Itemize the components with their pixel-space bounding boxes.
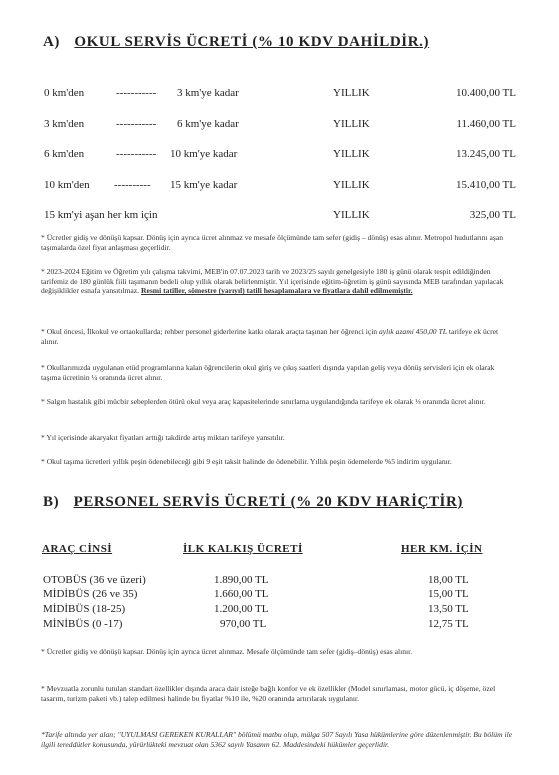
row-price: 325,00 TL <box>469 209 516 221</box>
section-a-letter: A) <box>43 34 61 50</box>
row-to: 15 km'ye kadar <box>170 179 238 191</box>
row-period: YILLIK <box>333 87 370 99</box>
row-price: 10.400,00 TL <box>456 87 516 99</box>
row-price: 11.460,00 TL <box>456 118 516 130</box>
per-km-fee: 15,00 TL <box>428 588 469 600</box>
row-price: 13.245,00 TL <box>456 148 516 160</box>
row-dash: ----------- <box>116 118 157 130</box>
note-study-program: * Okullarımızda uygulanan etüd programlarına kalan öğrencilerin okul giriş ve çıkış saatleri dışında yapılan geliş veya dönüş servisleri için ek olarak taşıma ücretinin ¼ oranında ücret alınır. <box>41 363 495 382</box>
section-b-title: PERSONEL SERVİS ÜCRETİ (% 20 KDV HARİÇTİR) <box>73 494 464 510</box>
row-to: 3 km'ye kadar <box>177 87 239 99</box>
row-to: 10 km'ye kadar <box>170 148 238 160</box>
per-km-fee: 13,50 TL <box>428 603 469 615</box>
row-from: 10 km'den <box>44 179 90 191</box>
row-period: YILLIK <box>333 179 370 191</box>
row-from: 3 km'den <box>44 118 85 130</box>
section-a-title: OKUL SERVİS ÜCRETİ (% 10 KDV DAHİLDİR.) <box>74 34 430 50</box>
note-academic-calendar: * 2023-2024 Eğitim ve Öğretim yılı çalışma takvimi, MEB'in 07.07.2023 tarih ve 2023/25 sayılı genelgesiyle 180 iş günü olarak tespit edildiğinden tarifemiz de 180 günlük fiili taşımanın bedeli olup yıllık olarak belirlenmiştir. Yıl içerisinde eğitim-öğretim iş günü sayısında MEB tarafından yapılacak değişiklikler esnafa yansıtılmaz. Resmi tatiller, sömestre (yarıyıl) tatili hesaplamalara ve fiyatlara dahil edilmemiştir. <box>41 267 504 296</box>
vehicle-name: MİDİBÜS (18-25) <box>43 603 126 615</box>
note-round-trip: * Ücretler gidiş ve dönüşü kapsar. Dönüş için ayrıca ücret alınmaz ve mesafe ölçümünde tam sefer (gidiş – dönüş) esas alınır. Metropol hudutlarını aşan taşımalarda özel fiyat anlaşması geçerlidir. <box>41 233 504 252</box>
row-dash: ----------- <box>116 148 157 160</box>
section-b-letter: B) <box>43 494 60 510</box>
row-period: YILLIK <box>333 118 370 130</box>
note-monthly-max: aylık azami 450,00 TL <box>379 327 447 336</box>
row-dash: ---------- <box>114 179 151 191</box>
note-installments: * Okul taşıma ücretleri yıllık peşin ödenebileceği gibi 9 eşit taksit halinde de ödenebilir. Yıllık peşin ödemelerde %5 indirim uygulanır. <box>41 457 452 466</box>
vehicle-name: MİNİBÜS (0 -17) <box>43 618 123 630</box>
section-a-heading <box>43 34 429 51</box>
vehicle-name: MİDİBÜS (26 ve 35) <box>43 588 138 600</box>
row-period: YILLIK <box>333 209 370 221</box>
note-b-round-trip: * Ücretler gidiş ve dönüşü kapsar. Dönüş için ayrıca ücret alınmaz. Mesafe ölçümünde tam sefer (gidiş–dönüş) esas alınır. <box>41 647 413 656</box>
row-price: 15.410,00 TL <box>456 179 516 191</box>
start-fee: 970,00 TL <box>220 618 267 630</box>
start-fee: 1.660,00 TL <box>214 588 269 600</box>
row-to: 6 km'ye kadar <box>177 118 239 130</box>
note-b-rules: *Tarife altında yer alan; "UYULMASI GEREKEN KURALLAR" bölümü matbu olup, mülga 507 Sayılı Yasa hükümlerine göre düzenlenmiştir. Bu bölüm ile ilgili tereddütler konusunda, yürürlükteki mevzuat olan 5362 sayılı Yasanın 62. Maddesindeki hükümler geçerlidir. <box>41 730 513 749</box>
header-per-km: HER KM. İÇİN <box>401 543 483 555</box>
header-start-fee: İLK KALKIŞ ÜCRETİ <box>183 543 303 555</box>
vehicle-name: OTOBÜS (36 ve üzeri) <box>43 574 146 586</box>
row-period: YILLIK <box>333 148 370 160</box>
header-vehicle-type: ARAÇ CİNSİ <box>42 543 113 555</box>
note-guide-personnel: * Okul öncesi, İlkokul ve ortaokullarda; rehber personel giderlerine katkı olarak araçta taşınan her öğrenci için aylık azami 450,00 TL tarifeye ek ücret alınır. <box>41 327 499 346</box>
per-km-fee: 18,00 TL <box>428 574 469 586</box>
note-holidays-excluded: Resmi tatiller, sömestre (yarıyıl) tatili hesaplamalara ve fiyatlara dahil edilmemiştir. <box>140 286 413 296</box>
row-from: 6 km'den <box>44 148 85 160</box>
start-fee: 1.890,00 TL <box>214 574 269 586</box>
note-b-optional-features: * Mevzuatla zorunlu tutulan standart özellikler dışında araca dair isteğe bağlı konfor ve ek özellikler (Model sınırlaması, motor gücü, iç döşeme, özel tasarım, turizm paketi vb.) talep edilmesi halinde bu fiyatlar %10 ile, %20 oranında artırılarak uygulanır. <box>41 684 496 703</box>
row-from: 15 km'yi aşan her km için <box>44 209 158 221</box>
row-dash: ----------- <box>116 87 157 99</box>
section-b-heading <box>43 494 463 511</box>
note-fuel-price: * Yıl içerisinde akaryakıt fiyatları arttığı takdirde artış miktarı tarifeye yansıtılır. <box>41 433 285 442</box>
per-km-fee: 12,75 TL <box>428 618 469 630</box>
row-from: 0 km'den <box>44 87 85 99</box>
start-fee: 1.200,00 TL <box>214 603 269 615</box>
note-pandemic: * Salgın hastalık gibi mücbir sebeplerden ötürü okul veya araç kapasitelerinde sınırlama uygulandığında tarifeye ek olarak ⅓ oranında ücret alınır. <box>41 397 486 406</box>
